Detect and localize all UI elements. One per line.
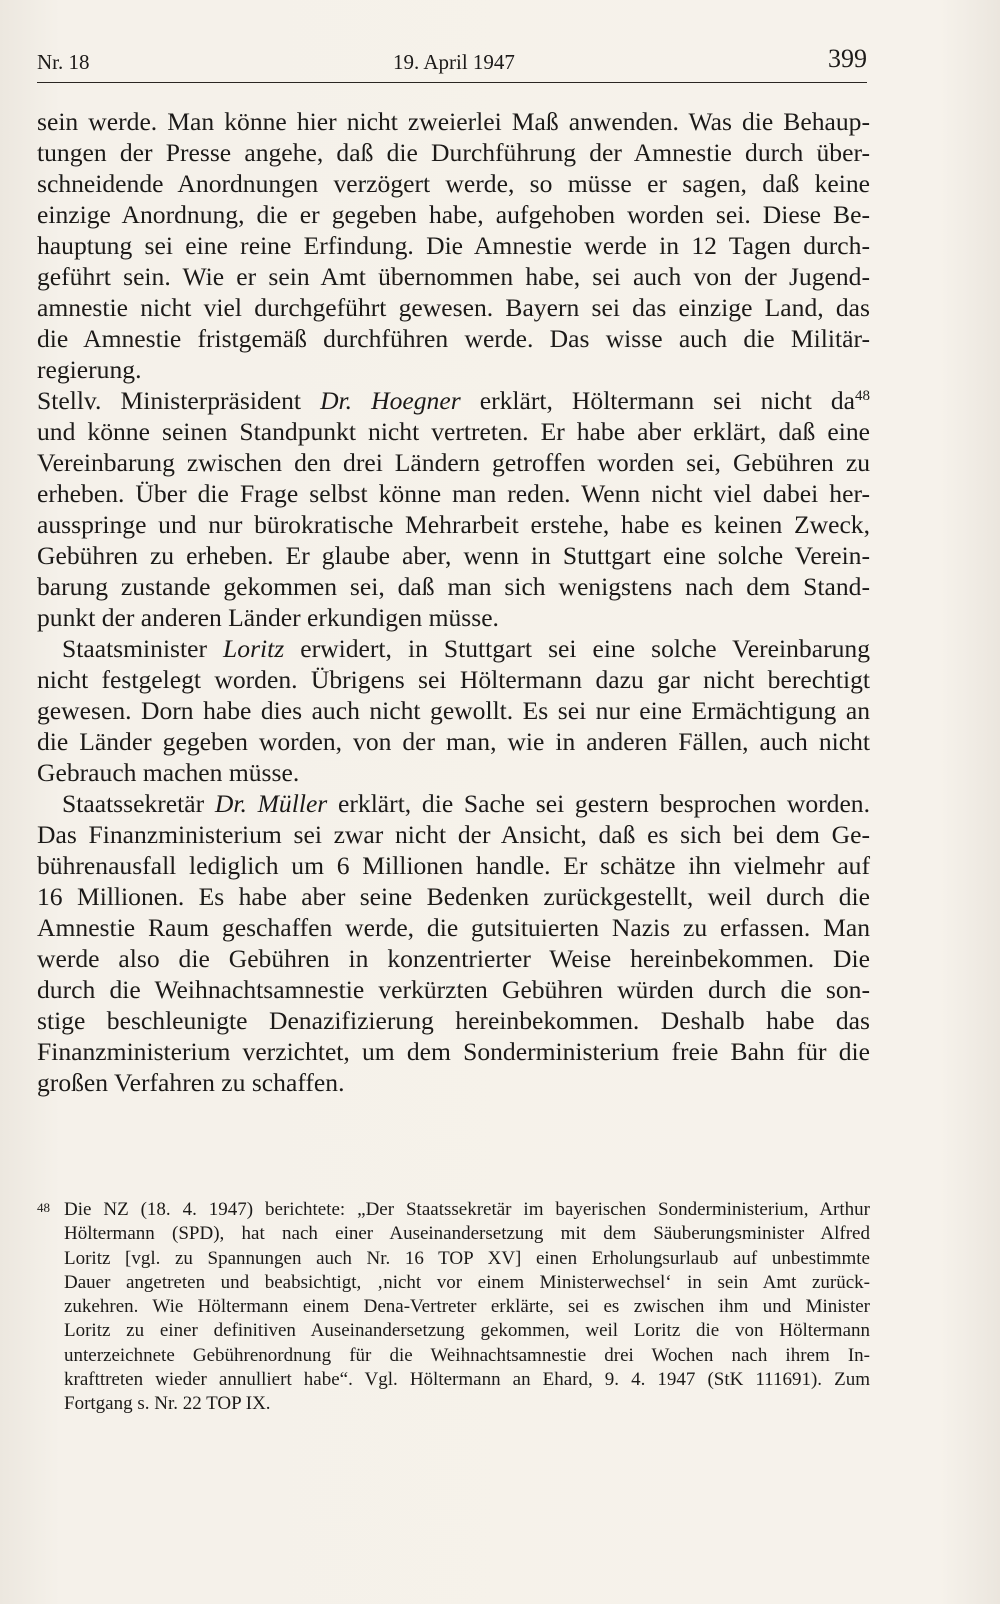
text-line: werde also die Gebühren in konzentrierter Weise hereinbekommen. Die — [37, 944, 870, 973]
text-line: einzige Anordnung, die er gegeben habe, aufgehoben worden sei. Diese Be- — [37, 200, 870, 229]
text-line: großen Verfahren zu schaffen. — [37, 1068, 345, 1097]
text-line: regierung. — [37, 355, 142, 384]
footnote-line: Fortgang s. Nr. 22 TOP IX. — [64, 1393, 271, 1415]
text-line: geführt sein. Wie er sein Amt übernommen habe, sei auch von der Jugend- — [37, 262, 870, 291]
text-line: 16 Millionen. Es habe aber seine Bedenken zurückgestellt, weil durch die — [37, 882, 870, 911]
footnote-number: 48 — [37, 1200, 50, 1215]
speaker-statement: erklärt, die Sache sei gestern besprochen worden. — [338, 789, 870, 818]
footnote-line: zukehren. Wie Höltermann einem Dena-Vertreter erklärte, sei es zwischen ihm und Minister — [64, 1296, 870, 1318]
paragraph — [37, 106, 870, 385]
text-line: amnestie nicht viel durchgeführt gewesen. Bayern sei das einzige Land, das — [37, 293, 870, 322]
footnote-line: Loritz [vgl. zu Spannungen auch Nr. 16 TOP XV] einen Erholungsurlaub auf unbestimmte — [64, 1247, 870, 1269]
footnote-line: Loritz zu einer definitiven Auseinandersetzung gekommen, weil Loritz die von Höltermann — [64, 1320, 870, 1342]
text-line: hauptung sei eine reine Erfindung. Die Amnestie werde in 12 Tagen durch- — [37, 231, 870, 260]
speaker-name: Dr. Müller — [214, 789, 328, 818]
footnote-line: Dauer angetreten und beabsichtigt, ‚nicht vor einem Ministerwechsel‘ in sein Amt zurück- — [64, 1271, 870, 1293]
speaker-title: Staatsminister — [62, 634, 208, 663]
text-line — [37, 788, 870, 819]
text-line: schneidende Anordnungen verzögert werde, so müsse er sagen, daß keine — [37, 169, 870, 198]
speaker-title-dr: Dr. — [320, 386, 353, 415]
speaker-statement: erklärt, Höltermann sei nicht da — [479, 386, 855, 415]
text-line: die Amnestie fristgemäß durchführen werde. Das wisse auch die Militär- — [37, 324, 870, 353]
text-line — [37, 385, 870, 416]
text-line: gewesen. Dorn habe dies auch nicht gewollt. Es sei nur eine Ermächtigung an — [37, 696, 870, 725]
text-line: durch die Weihnachtsamnestie verkürzten Gebühren würden durch die son- — [37, 975, 870, 1004]
text-line: Das Finanzministerium sei zwar nicht der Ansicht, daß es sich bei dem Ge- — [37, 820, 870, 849]
main-text — [37, 106, 870, 1098]
text-line: Amnestie Raum geschaffen werde, die gutsituierten Nazis zu erfassen. Man — [37, 913, 870, 942]
speaker-title: Staatssekretär — [62, 789, 205, 818]
speaker-title: Stellv. Ministerpräsident — [37, 386, 302, 415]
text-line: barung zustande gekommen sei, daß man sich wenigstens nach dem Stand- — [37, 572, 870, 601]
text-line: erheben. Über die Frage selbst könne man reden. Wenn nicht viel dabei her- — [37, 479, 870, 508]
paragraph — [37, 385, 870, 633]
text-line: nicht festgelegt worden. Übrigens sei Höltermann dazu gar nicht berechtigt — [37, 665, 870, 694]
text-line: Gebühren zu erheben. Er glaube aber, wenn in Stuttgart eine solche Verein- — [37, 541, 870, 570]
text-line: Vereinbarung zwischen den drei Ländern getroffen worden sei, Gebühren zu — [37, 448, 870, 477]
text-line: stige beschleunigte Denazifizierung hereinbekommen. Deshalb habe das — [37, 1006, 870, 1035]
footnote-line: Die NZ (18. 4. 1947) berichtete: „Der Staatssekretär im bayerischen Sonderministerium, Arthur — [64, 1199, 870, 1220]
footnote-reference: 48 — [855, 388, 870, 404]
footnote-line: unterzeichnete Gebührenordnung für die Weihnachtsamnestie drei Wochen nach ihrem In- — [64, 1344, 870, 1366]
page-number: 399 — [828, 44, 867, 73]
text-line: bührenausfall lediglich um 6 Millionen handle. Er schätze ihn vielmehr auf — [37, 851, 870, 880]
text-line: Gebrauch machen müsse. — [37, 758, 300, 787]
text-line: und könne seinen Standpunkt nicht vertreten. Er habe aber erklärt, daß eine — [37, 417, 870, 446]
footnote-line: krafttreten wieder annulliert habe“. Vgl. Höltermann an Ehard, 9. 4. 1947 (StK 111691). Zum — [64, 1369, 870, 1391]
footnote-line: Höltermann (SPD), hat nach einer Auseinandersetzung mit dem Säuberungsminister Alfred — [64, 1223, 870, 1245]
text-line: tungen der Presse angehe, daß die Durchführung der Amnestie durch über- — [37, 138, 870, 167]
document-number: Nr. 18 — [37, 50, 90, 74]
text-line: ausspringe und nur bürokratische Mehrarbeit erstehe, habe es keinen Zweck, — [37, 510, 870, 539]
text-line — [37, 633, 870, 664]
speaker-name: Loritz — [223, 634, 285, 663]
text-line: Finanzministerium verzichtet, um dem Sonderministerium freie Bahn für die — [37, 1037, 870, 1066]
text-line: punkt der anderen Länder erkundigen müsse. — [37, 603, 499, 632]
running-header — [37, 42, 867, 83]
text-line: sein werde. Man könne hier nicht zweierlei Maß anwenden. Was die Behaup- — [37, 107, 870, 136]
speaker-statement: erwidert, in Stuttgart sei eine solche Vereinbarung — [300, 634, 870, 663]
paragraph — [37, 788, 870, 1098]
header-date: 19. April 1947 — [393, 50, 515, 74]
speaker-name: Hoegner — [371, 386, 461, 415]
footnote-text — [37, 1198, 870, 1417]
text-line: die Länder gegeben worden, von der man, wie in anderen Fällen, auch nicht — [37, 727, 870, 756]
paragraph — [37, 633, 870, 788]
footnote — [37, 1198, 870, 1417]
